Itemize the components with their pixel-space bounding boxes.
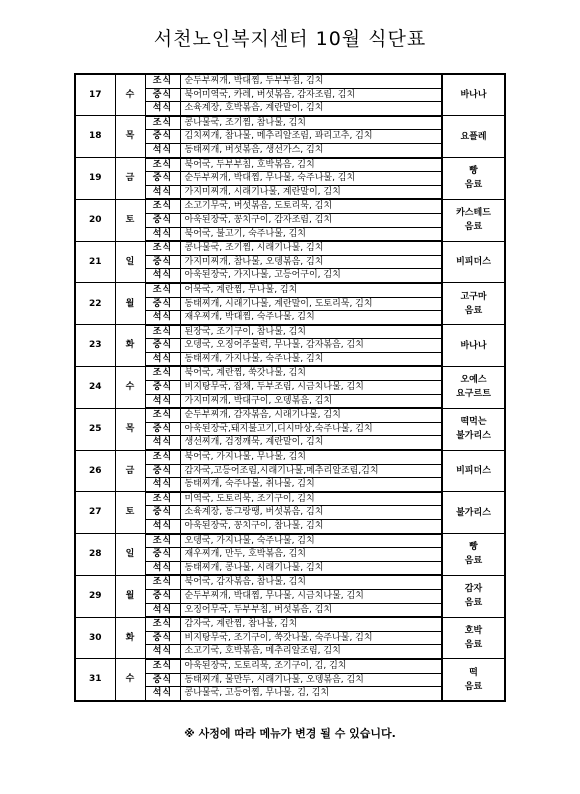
snack-cell: 비피더스	[442, 450, 505, 492]
weekday-cell: 목	[115, 116, 145, 158]
dish-list: 소고기무국, 버섯볶음, 도토리묵, 김치	[180, 199, 442, 213]
dish-list: 동태찌개, 버섯볶음, 생선가스, 김치	[180, 143, 442, 157]
dish-list: 동태찌개, 물만두, 시래기나물, 오뎅볶음, 김치	[180, 673, 442, 687]
meal-label: 석식	[145, 478, 180, 492]
weekday-cell: 금	[115, 450, 145, 492]
meal-row	[75, 74, 505, 88]
dish-list: 북어국, 가지나물, 무나물, 김치	[180, 450, 442, 464]
meal-row	[75, 408, 505, 422]
date-cell: 30	[75, 617, 115, 659]
meal-label: 조식	[145, 74, 180, 88]
meal-label: 중식	[145, 631, 180, 645]
dish-list: 동태찌개, 콩나물, 시래기나물, 김치	[180, 561, 442, 575]
change-notice: ※ 사정에 따라 메뉴가 변경 될 수 있습니다.	[184, 727, 396, 740]
dish-list: 오징어무국, 두부부침, 버섯볶음, 김치	[180, 603, 442, 617]
meal-label: 석식	[145, 645, 180, 659]
meal-label: 조식	[145, 283, 180, 297]
dish-list: 재우찌개, 만두, 호박볶음, 김치	[180, 548, 442, 562]
dish-list: 아욱된장국, 도토리묵, 조기구이, 김, 김치	[180, 659, 442, 673]
snack-cell: 빵 음료	[442, 158, 505, 200]
meal-row	[75, 366, 505, 380]
dish-list: 콩나물국, 조기찜, 참나물, 김치	[180, 116, 442, 130]
page-title: 서천노인복지센터 10월 식단표	[153, 28, 427, 50]
weekday-cell: 월	[115, 283, 145, 325]
weekday-cell: 목	[115, 408, 145, 450]
snack-cell: 오예스 요구르트	[442, 366, 505, 408]
meal-row	[75, 617, 505, 631]
weekday-cell: 수	[115, 366, 145, 408]
meal-row	[75, 659, 505, 673]
date-cell: 21	[75, 241, 115, 283]
meal-plan-table	[74, 73, 506, 702]
dish-list: 미역국, 도토리묵, 조기구이, 김치	[180, 492, 442, 506]
weekday-cell: 수	[115, 659, 145, 701]
meal-label: 석식	[145, 394, 180, 408]
dish-list: 소육계장, 호박볶음, 계란말이, 김치	[180, 102, 442, 116]
dish-list: 아욱된장국, 꽁치구이, 참나물, 김치	[180, 520, 442, 534]
dish-list: 동태찌개, 시래기나물, 계란말이, 도토리묵, 김치	[180, 297, 442, 311]
dish-list: 북어국, 불고기, 숙주나물, 김치	[180, 227, 442, 241]
meal-row	[75, 450, 505, 464]
meal-label: 중식	[145, 506, 180, 520]
dish-list: 가지미찌개, 시래기나물, 계란말이, 김치	[180, 185, 442, 199]
meal-label: 석식	[145, 143, 180, 157]
dish-list: 아욱된장국, 꽁치구이, 감자조림, 김치	[180, 213, 442, 227]
dish-list: 콩나물국, 고등어찜, 무나물, 김, 김치	[180, 687, 442, 701]
date-cell: 25	[75, 408, 115, 450]
dish-list: 감자국,고등어조림,시래기나물,메추리알조림,김치	[180, 464, 442, 478]
meal-label: 조식	[145, 199, 180, 213]
weekday-cell: 화	[115, 617, 145, 659]
meal-label: 조식	[145, 659, 180, 673]
dish-list: 순두부찌개, 박대찜, 무나물, 숙주나물, 김치	[180, 172, 442, 186]
date-cell: 18	[75, 116, 115, 158]
snack-cell: 카스테드 음료	[442, 199, 505, 241]
meal-label: 조식	[145, 325, 180, 339]
dish-list: 아욱된장국,돼지불고기,디시마상,숙주나물, 김치	[180, 422, 442, 436]
snack-cell: 요플레	[442, 116, 505, 158]
dish-list: 동태찌개, 숙주나물, 취나물, 김치	[180, 478, 442, 492]
snack-cell: 떡먹는 불가리스	[442, 408, 505, 450]
weekday-cell: 일	[115, 534, 145, 576]
meal-label: 중식	[145, 381, 180, 395]
dish-list: 어묵국, 계란찜, 무나물, 김치	[180, 283, 442, 297]
date-cell: 27	[75, 492, 115, 534]
snack-cell: 불가리스	[442, 492, 505, 534]
snack-cell: 떡 음료	[442, 659, 505, 701]
meal-row	[75, 534, 505, 548]
dish-list: 생선찌개, 검정깨묵, 계란말이, 김치	[180, 436, 442, 450]
meal-label: 조식	[145, 534, 180, 548]
weekday-cell: 토	[115, 199, 145, 241]
meal-label: 중식	[145, 548, 180, 562]
meal-row	[75, 325, 505, 339]
date-cell: 20	[75, 199, 115, 241]
weekday-cell: 일	[115, 241, 145, 283]
dish-list: 북어국, 두부부침, 호박볶음, 김치	[180, 158, 442, 172]
dish-list: 김치찌개, 참나물, 메추리알조림, 꽈리고추, 김치	[180, 130, 442, 144]
meal-label: 조식	[145, 241, 180, 255]
meal-label: 석식	[145, 352, 180, 366]
meal-label: 조식	[145, 617, 180, 631]
weekday-cell: 금	[115, 158, 145, 200]
meal-label: 중식	[145, 88, 180, 102]
dish-list: 북어국, 감자볶음, 참나물, 김치	[180, 575, 442, 589]
dish-list: 된장국, 조기구이, 참나물, 김치	[180, 325, 442, 339]
meal-label: 중식	[145, 297, 180, 311]
date-cell: 22	[75, 283, 115, 325]
meal-label: 중식	[145, 589, 180, 603]
dish-list: 순두부찌개, 박대찜, 두부부침, 김치	[180, 74, 442, 88]
meal-label: 중식	[145, 673, 180, 687]
dish-list: 순두부찌개, 박대찜, 무나물, 시금치나물, 김치	[180, 589, 442, 603]
dish-list: 순두부찌개, 감자볶음, 시래기나물, 김치	[180, 408, 442, 422]
meal-label: 석식	[145, 520, 180, 534]
meal-label: 조식	[145, 450, 180, 464]
dish-list: 비지탕무국, 조기구이, 쑥갓나물, 숙주나물, 김치	[180, 631, 442, 645]
date-cell: 26	[75, 450, 115, 492]
meal-label: 석식	[145, 102, 180, 116]
snack-cell: 바나나	[442, 325, 505, 367]
weekday-cell: 월	[115, 575, 145, 617]
date-cell: 17	[75, 74, 115, 116]
dish-list: 소육계장, 동그랑땡, 버섯볶음, 김치	[180, 506, 442, 520]
dish-list: 콩나물국, 조기찜, 시래기나물, 김치	[180, 241, 442, 255]
meal-label: 중식	[145, 422, 180, 436]
snack-cell: 빵 음료	[442, 534, 505, 576]
meal-row	[75, 199, 505, 213]
dish-list: 오뎅국, 가지나물, 숙주나물, 김치	[180, 534, 442, 548]
date-cell: 31	[75, 659, 115, 701]
meal-label: 조식	[145, 366, 180, 380]
date-cell: 23	[75, 325, 115, 367]
snack-cell: 호박 음료	[442, 617, 505, 659]
meal-row	[75, 241, 505, 255]
meal-label: 석식	[145, 269, 180, 283]
meal-row	[75, 116, 505, 130]
snack-cell: 비피더스	[442, 241, 505, 283]
meal-label: 조식	[145, 492, 180, 506]
dish-list: 감자국, 계란찜, 참나물, 김치	[180, 617, 442, 631]
meal-label: 석식	[145, 311, 180, 325]
meal-label: 조식	[145, 116, 180, 130]
snack-cell: 고구마 음료	[442, 283, 505, 325]
meal-label: 중식	[145, 255, 180, 269]
meal-label: 중식	[145, 130, 180, 144]
weekday-cell: 수	[115, 74, 145, 116]
meal-label: 석식	[145, 687, 180, 701]
meal-label: 석식	[145, 185, 180, 199]
meal-row	[75, 492, 505, 506]
meal-row	[75, 158, 505, 172]
dish-list: 오뎅국, 오징어주물럭, 무나물, 감자볶음, 김치	[180, 339, 442, 353]
dish-list: 북어국, 계란찜, 쑥갓나물, 김치	[180, 366, 442, 380]
meal-label: 중식	[145, 172, 180, 186]
dish-list: 재우찌개, 박대찜, 숙주나물, 김치	[180, 311, 442, 325]
dish-list: 동태찌개, 가지나물, 숙주나물, 김치	[180, 352, 442, 366]
dish-list: 비지탕무국, 잡채, 두부조림, 시금치나물, 김치	[180, 381, 442, 395]
dish-list: 가지미찌개, 박대구이, 오뎅볶음, 김치	[180, 394, 442, 408]
meal-label: 중식	[145, 339, 180, 353]
meal-label: 중식	[145, 213, 180, 227]
meal-row	[75, 575, 505, 589]
dish-list: 소고기국, 호박볶음, 메추리알조림, 김치	[180, 645, 442, 659]
meal-label: 석식	[145, 603, 180, 617]
meal-plan-body	[75, 74, 505, 701]
date-cell: 29	[75, 575, 115, 617]
dish-list: 가지미찌개, 참나물, 오뎅볶음, 김치	[180, 255, 442, 269]
date-cell: 24	[75, 366, 115, 408]
meal-label: 조식	[145, 575, 180, 589]
meal-label: 조식	[145, 158, 180, 172]
meal-label: 조식	[145, 408, 180, 422]
snack-cell: 바나나	[442, 74, 505, 116]
meal-label: 석식	[145, 436, 180, 450]
meal-row	[75, 283, 505, 297]
date-cell: 19	[75, 158, 115, 200]
weekday-cell: 토	[115, 492, 145, 534]
meal-label: 중식	[145, 464, 180, 478]
dish-list: 북어미역국, 카레, 버섯볶음, 감자조림, 김치	[180, 88, 442, 102]
meal-label: 석식	[145, 227, 180, 241]
meal-label: 석식	[145, 561, 180, 575]
dish-list: 아욱된장국, 가지나물, 고등어구이, 김치	[180, 269, 442, 283]
snack-cell: 감자 음료	[442, 575, 505, 617]
date-cell: 28	[75, 534, 115, 576]
weekday-cell: 화	[115, 325, 145, 367]
